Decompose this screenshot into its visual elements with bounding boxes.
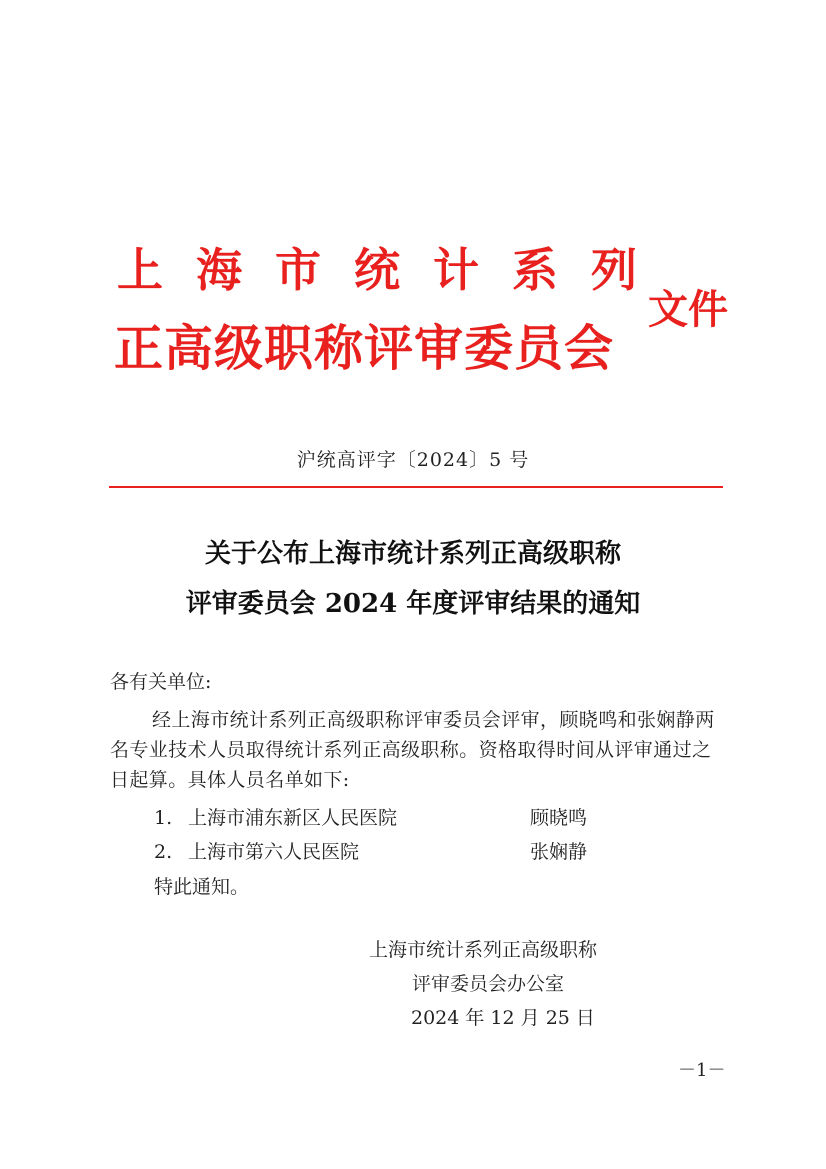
issuer-header-suffix: 文件	[648, 287, 728, 333]
red-divider	[109, 486, 723, 488]
list-item-person: 张娴静	[530, 841, 588, 863]
list-item-number: 1.	[154, 807, 173, 829]
list-item-number: 2.	[154, 841, 173, 863]
issuer-header-line1: 上海市统计系列	[117, 243, 670, 297]
notice-title-line1: 关于公布上海市统计系列正高级职称	[204, 539, 621, 569]
salutation: 各有关单位:	[110, 671, 212, 693]
list-item-organization: 上海市第六人民医院	[188, 841, 360, 863]
signature-line2: 评审委员会办公室	[412, 973, 565, 995]
notice-title-line2: 评审委员会 2024 年度评审结果的通知	[185, 589, 641, 619]
closing-remark: 特此通知。	[154, 876, 250, 898]
signature-date: 2024 年 12 月 25 日	[411, 1007, 595, 1029]
body-paragraph: 经上海市统计系列正高级职称评审委员会评审，顾晓鸣和张娴静两名专业技术人员取得统计系列正高级职称。资格取得时间从评审通过之日起算。具体人员名单如下:	[110, 709, 715, 791]
list-item-person: 顾晓鸣	[530, 807, 588, 829]
issuer-header-line2: 正高级职称评审委员会	[114, 320, 615, 377]
list-item-organization: 上海市浦东新区人民医院	[188, 807, 398, 829]
document-number: 沪统高评字〔2024〕5 号	[296, 449, 530, 471]
signature-line1: 上海市统计系列正高级职称	[369, 939, 598, 961]
page-number: －1－	[678, 1060, 726, 1081]
